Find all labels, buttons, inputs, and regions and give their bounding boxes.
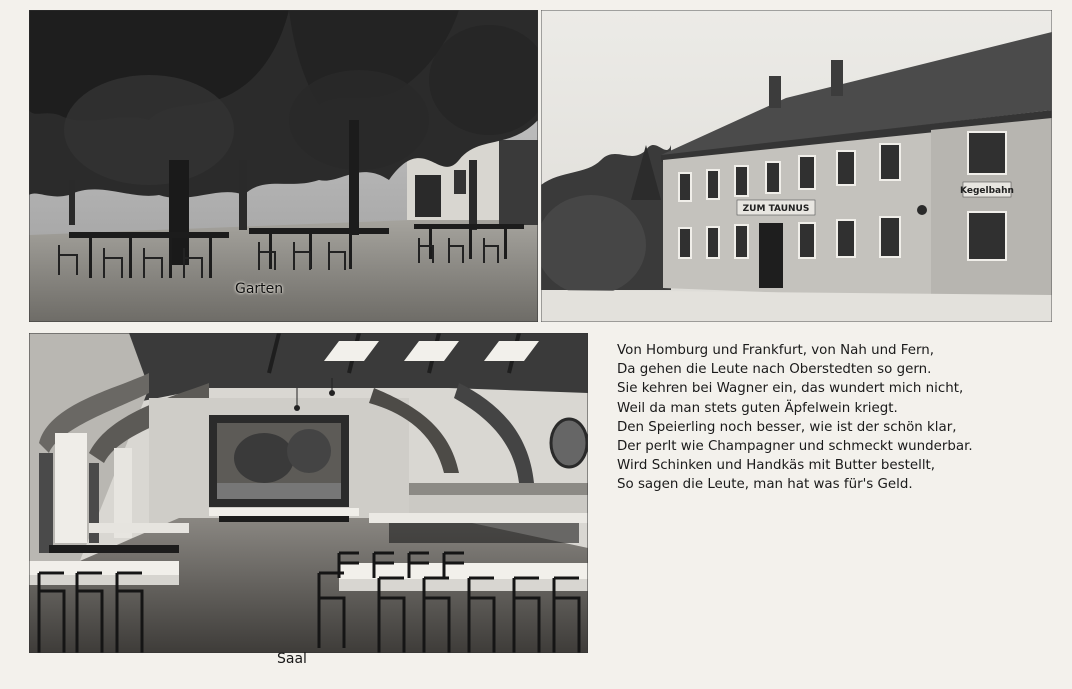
poem-line: Sie kehren bei Wagner ein, das wundert mich nicht, xyxy=(617,381,964,397)
poem xyxy=(617,341,973,495)
poem-line: Den Speierling noch besser, wie ist der schön klar, xyxy=(617,419,957,435)
hall-photo xyxy=(29,333,588,653)
poem-line: Von Homburg und Frankfurt, von Nah und Fern, xyxy=(617,343,935,358)
poem-line: Weil da man stets guten Äpfelwein kriegt. xyxy=(617,400,898,416)
poem-line: Der perlt wie Champagner und schmeckt wunderbar. xyxy=(617,439,973,455)
garden-photo xyxy=(29,10,538,322)
bowling-alley-sign: Kegelbahn xyxy=(960,186,1014,196)
poem-line: Da gehen die Leute nach Oberstedten so gern. xyxy=(617,362,932,378)
poem-line: So sagen die Leute, man hat was für's Geld. xyxy=(617,477,913,493)
inn-photo xyxy=(541,10,1052,322)
poem-line: Wird Schinken und Handkäs mit Butter bestellt, xyxy=(617,458,936,474)
hall-caption: Saal xyxy=(277,651,307,667)
garden-caption: Garten xyxy=(235,281,284,297)
inn-name-sign: ZUM TAUNUS xyxy=(742,204,810,214)
